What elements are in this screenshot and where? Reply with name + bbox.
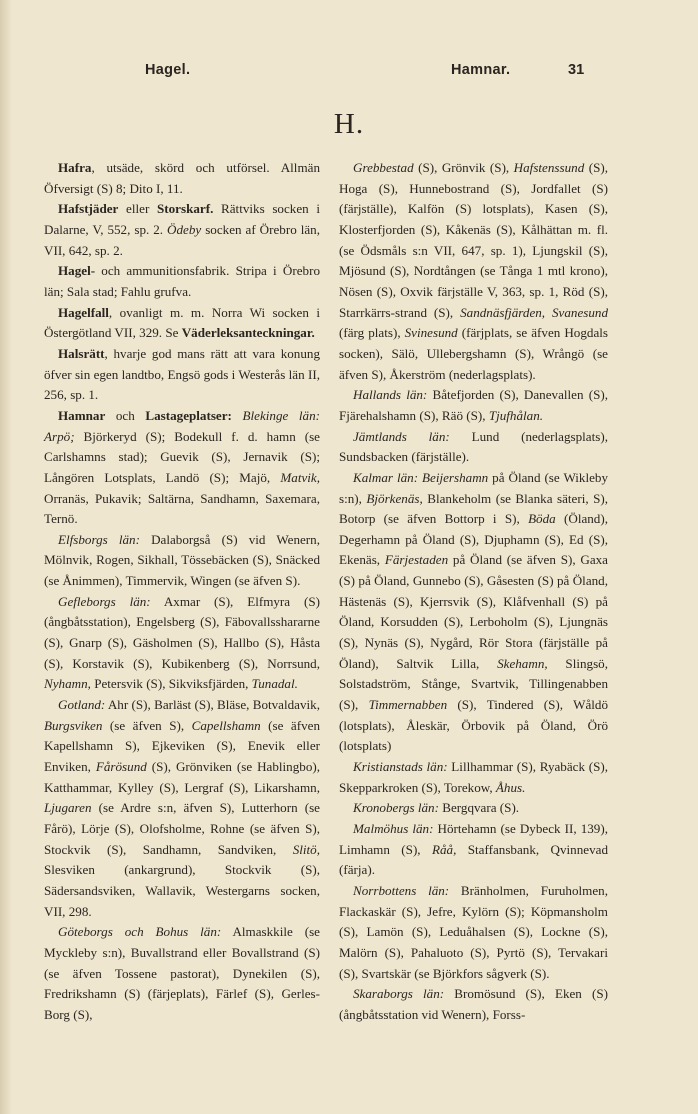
entry-headword: Hagelfall	[58, 304, 109, 320]
entry-text: eller	[118, 201, 157, 217]
entry-italic-text: Norrbottens län:	[353, 882, 450, 898]
entry-text: Slingsö, Solstadström, Stånge, Svartvik, Tillingenabben (S),	[339, 655, 608, 713]
entry-text: Båtefjorden (S), Danevallen (S), Fjärehalshamn (S), Räö (S),	[339, 387, 608, 423]
page-number: 31	[568, 62, 585, 78]
entry-paragraph	[339, 881, 608, 984]
entry-text: Almaskkile (se Myckleby s:n), Buvallstrand eller Bovallstrand (S) (se äfven Tossene pastorat), Dynekilen (S), Fredrikshamn (S) (färjeplats), Färlef (S), Gerles-Borg (S),	[44, 924, 320, 1022]
binding-edge	[0, 0, 12, 1114]
entry-italic-text: Böda	[528, 511, 556, 527]
entry-text: Rättviks socken i Dalarne, V, 552, sp. 2.	[44, 201, 320, 237]
entry-italic-text: Skaraborgs län:	[353, 986, 445, 1002]
entry-headword: Hafstjäder	[58, 201, 119, 217]
entry-italic-text: Gotland:	[58, 697, 106, 713]
entry-paragraph	[44, 695, 320, 922]
entry-italic-text: Sandnäsfjärden, Svanesund	[460, 304, 608, 320]
entry-italic-text: Malmöhus län:	[353, 821, 434, 836]
entry-italic-text: Björkenäs,	[366, 490, 423, 506]
entry-italic-text: Skehamn,	[497, 655, 548, 671]
entry-paragraph	[339, 158, 608, 385]
entry-headword: Hafra	[58, 160, 92, 175]
entry-text: och ammunitionsfabrik. Stripa i Örebro län; Sala stad; Fahlu grufva.	[44, 263, 320, 299]
entry-text: Blankeholm (se Blanka säteri, S), Botorp (se äfven Bottorp i S),	[339, 490, 609, 527]
entry-paragraph	[44, 922, 320, 1025]
entry-text	[232, 408, 243, 423]
entry-headword: Hamnar	[58, 407, 106, 423]
entry-text: , ovanligt m. m. Norra Wi socken i Östergötland VII, 329. Se	[44, 304, 320, 341]
entry-text: socken af Örebro län, VII, 642, sp. 2.	[44, 221, 320, 258]
entry-italic-text: Kristianstads län:	[353, 759, 448, 775]
entry-paragraph	[44, 261, 320, 302]
entry-italic-text: Fårösund	[95, 759, 147, 775]
entry-text: Bergqvara (S).	[438, 800, 520, 816]
entry-text: (S), Grönviken (se Hablingbo), Katthammar, Kylley (S), Lergraf (S), Likarshamn,	[44, 759, 320, 795]
header-center: Hamnar.	[451, 62, 511, 78]
entry-text: på Öland (se Wikleby s:n),	[339, 469, 609, 506]
entry-text: (se Ardre s:n, äfven S), Lutterhorn (se Fårö), Lörje (S), Olofsholme, Rohne (se äfven S), Stockvik (S), Sandhamn, Sandviken,	[44, 800, 320, 857]
entry-text: (Öland), Degerhamn på Öland (S), Djuphamn (S), Ed (S), Ekenäs,	[339, 511, 608, 568]
entry-italic-text: Ljugaren	[44, 800, 92, 816]
entry-paragraph	[44, 158, 320, 199]
header-left: Hagel.	[145, 62, 191, 78]
entry-paragraph	[44, 344, 320, 406]
entry-italic-text: Timmernabben	[368, 697, 448, 713]
entry-italic-text: Capellshamn	[191, 717, 261, 733]
entry-italic-text: Matvik,	[280, 469, 320, 485]
entry-text: och	[105, 407, 146, 423]
entry-italic-text: Jämtlands län:	[353, 428, 450, 444]
entry-headword: Storskarf.	[156, 201, 214, 217]
entry-paragraph	[44, 592, 320, 695]
entry-paragraph	[44, 406, 320, 530]
entry-paragraph	[339, 798, 608, 819]
entry-text: Ahr (S), Barläst (S), Bläse, Botvaldavik,	[105, 697, 320, 713]
entry-text: (se äfven S),	[102, 717, 192, 733]
entry-text: (färjplats, se äfven Hogdals socken), Sälö, Ullebergshamn (S), Wrångö (se äfven S), Åkerström (nederlagsplats).	[339, 325, 608, 382]
entry-italic-text: Slitö,	[292, 841, 320, 857]
entry-text: (S), Grönvik (S),	[413, 160, 514, 175]
entry-italic-text: Kronobergs län:	[353, 800, 439, 816]
entry-text: Hörtehamn (se Dybeck II, 139), Limhamn (S),	[339, 821, 608, 857]
entry-text: (se äfven Kapellshamn S), Ejkeviken (S), Enevik eller Enviken,	[44, 717, 320, 775]
entry-italic-text: Tunadal.	[251, 676, 298, 692]
entry-headword: Lastageplatser:	[145, 407, 232, 423]
entry-italic-text: Burgsviken	[44, 717, 103, 733]
entry-text: Dalaborgså (S) vid Wenern, Mölnvik, Rogen, Sikhall, Tössebäcken (S), Snäcked (se Ånimmen), Timmervik, Wingen (se äfven S).	[44, 531, 320, 589]
entry-italic-text: Blekinge län: Arpö;	[44, 407, 320, 444]
entry-text: , utsäde, skörd och utförsel. Allmän Öfversigt (S) 8; Dito I, 11.	[44, 160, 320, 196]
entry-italic-text: Grebbestad	[353, 160, 414, 175]
entry-text: Björkeryd (S); Bodekull f. d. hamn (se Carlshamns stad); Guevik (S), Jernavik (S); Långören Lotsplats, Landö (S); Majö,	[44, 428, 320, 485]
entry-paragraph	[339, 984, 608, 1025]
entry-paragraph	[339, 819, 608, 881]
entry-italic-text: Råå,	[431, 841, 457, 857]
entry-italic-text: Göteborgs och Bohus län:	[58, 924, 222, 940]
running-header	[0, 62, 698, 82]
entry-italic-text: Nyhamn,	[44, 676, 91, 692]
entry-italic-text: Tjufhålan.	[488, 407, 544, 423]
entry-italic-text: Åhus.	[495, 779, 526, 795]
entry-text: Orranäs, Pukavik; Saltärna, Sandhamn, Saxemara, Ternö.	[44, 490, 320, 527]
entry-text: , hvarje god mans rätt att vara konung öfver sin egen landtbo, Engsö gods i Westerås län II, 256, sp. 1.	[44, 345, 320, 403]
entry-paragraph	[44, 199, 320, 261]
entry-italic-text: Hafstenssund	[513, 160, 585, 175]
entry-headword: Halsrätt	[58, 345, 105, 361]
entry-paragraph	[44, 530, 320, 592]
entry-text: Bromösund (S), Eken (S) (ångbåtsstation vid Wenern), Forss-	[339, 986, 609, 1022]
entry-italic-text: Elfsborgs län:	[58, 531, 140, 547]
entry-text: Lillhammar (S), Ryabäck (S), Skepparkroken (S), Torekow,	[339, 759, 608, 795]
section-letter: H.	[333, 108, 365, 140]
entry-paragraph	[339, 468, 608, 757]
entry-headword: Hagel-	[58, 263, 96, 279]
entry-paragraph	[339, 757, 608, 798]
entry-text: Bränholmen, Furuholmen, Flackaskär (S), Jefre, Kylörn (S); Köpmansholm (S), Lamön (S), Leduåhalsen (S), Lockne (S), Malörn (S), Pahaluoto (S), Pyrtö (S), Tervakari (S), Svartskär (se Björkfors sågverk (S).	[339, 882, 608, 981]
entry-text: Axmar (S), Elfmyra (S) (ångbåtsstation), Engelsberg (S), Fäbovallsshararne (S), Gnarp (S), Gäsholmen (S), Hallbo (S), Håsta (S), Korstavik (S), Kubikenberg (S), Norrsund,	[44, 593, 320, 671]
left-column	[44, 158, 320, 1026]
entry-italic-text: Kalmar län: Beijershamn	[353, 469, 489, 485]
entry-text: (S), Tindered (S), Wåldö (lotsplats), Åleskär, Örbovik på Öland, Örö (lotsplats)	[339, 697, 608, 754]
entry-italic-text: Gefleborgs län:	[58, 593, 151, 609]
entry-italic-text: Hallands län:	[353, 387, 428, 403]
entry-text: Staffansbank, Qvinnevad (färja).	[339, 841, 608, 878]
entry-text: på Öland (se äfven S), Gaxa (S) på Öland, Gunnebo (S), Gåsesten (S) på Öland, Hästenäs (S), Kjerrsvik (S), Klåfvenhall (S) på Öland, Korsudden (S), Lerboholm (S), Ljungnäs (S), Nynäs (S), Nygård, Rör Stora (färjställe på Öland), Saltvik Lilla,	[339, 552, 608, 671]
entry-italic-text: Ödeby	[167, 221, 202, 237]
entry-text: Lund (nederlagsplats), Sundsbacken (färjställe).	[339, 428, 608, 465]
entry-text: (S), Hoga (S), Hunnebostrand (S), Jordfallet (S) (färjställe), Kalfön (S) lotsplats), Kasen (S), Klosterfjorden (S), Kåkenäs (S), Kålhättan m. fl. (se Ödsmåls s:n VII, 647, sp. 1), Ljungskil (S), Mjösund (S), Nordtången (se Tånga 1 mtl krono), Nösen (S), Oxvik färjställe V, 363, sp. 1, Röd (S), Starrkärrs-strand (S),	[339, 160, 608, 320]
entry-italic-text: Svinesund	[404, 325, 458, 341]
entry-paragraph	[44, 303, 320, 344]
entry-text: (färg plats),	[339, 325, 405, 341]
entry-text: Petersvik (S), Sikviksfjärden,	[90, 676, 252, 692]
right-column	[339, 158, 608, 1026]
entry-headword: Väderleksanteckningar.	[181, 325, 315, 341]
entry-paragraph	[339, 385, 608, 426]
entry-text: Slesviken (ankargrund), Stockvik (S), Sädersandsviken, Wallavik, Westergarns socken, VII, 298.	[44, 862, 320, 919]
entry-italic-text: Färjestaden	[384, 552, 449, 568]
entry-paragraph	[339, 427, 608, 468]
